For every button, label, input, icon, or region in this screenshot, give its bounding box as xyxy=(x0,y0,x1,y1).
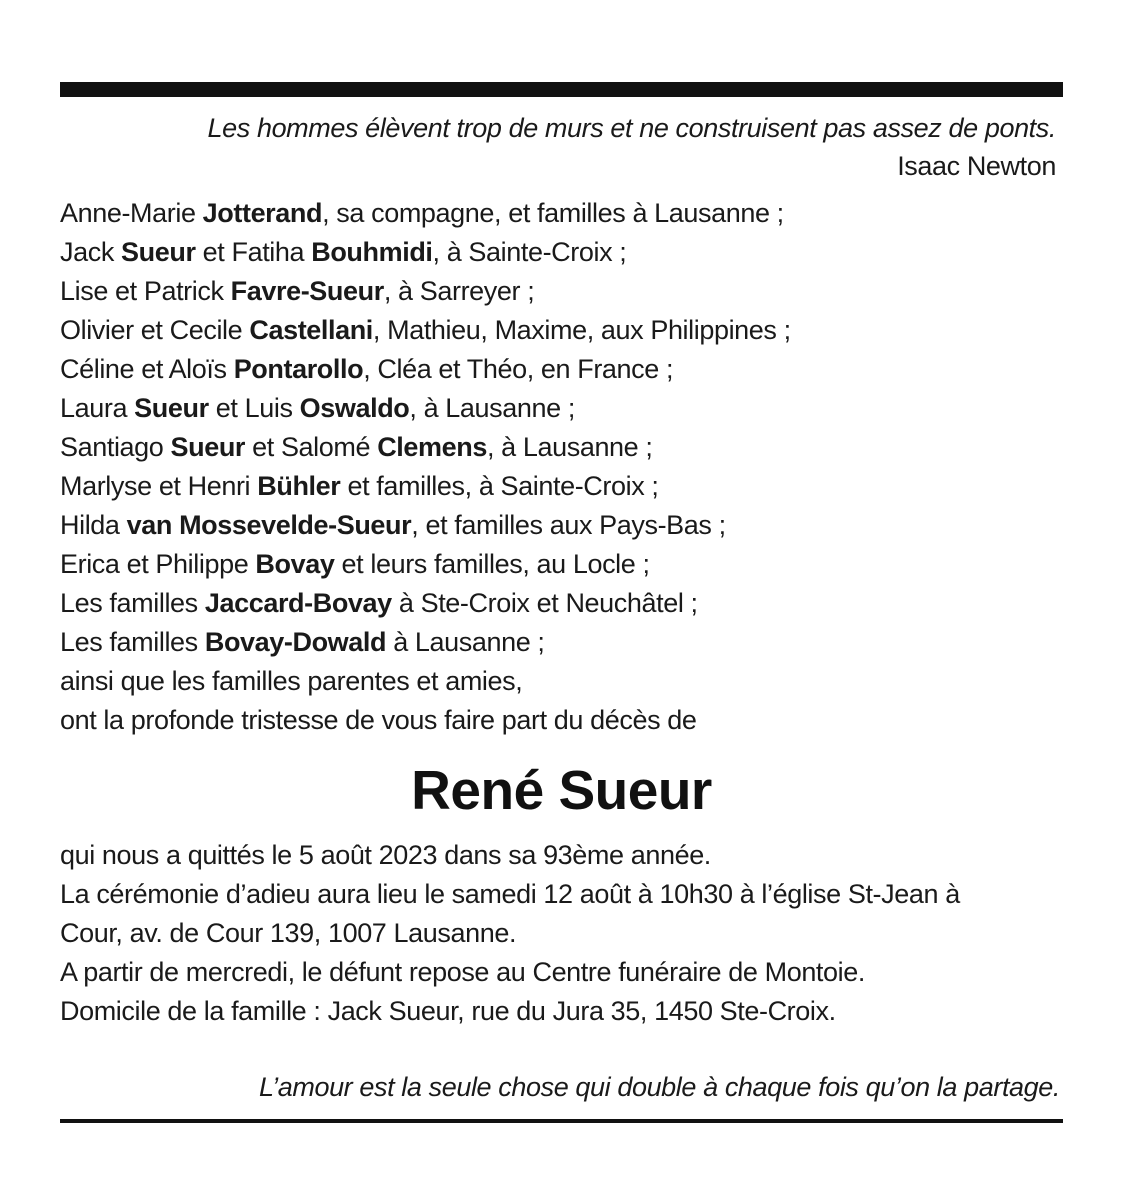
family-name: Bovay xyxy=(255,549,335,579)
announcer-text: ont la profonde tristesse de vous faire part du décès de xyxy=(60,705,697,735)
announcer-line xyxy=(60,467,1063,506)
announcer-text: Hilda xyxy=(60,510,127,540)
family-name: Sueur xyxy=(121,237,196,267)
announcer-text: , et familles aux Pays-Bas ; xyxy=(411,510,726,540)
family-name: Bühler xyxy=(257,471,341,501)
announcer-text: et Luis xyxy=(208,393,300,423)
announcer-text: ainsi que les familles parentes et amies, xyxy=(60,666,523,696)
announcer-line xyxy=(60,311,1063,350)
family-name: Oswaldo xyxy=(299,393,410,423)
announcer-line xyxy=(60,545,1063,584)
family-name: Castellani xyxy=(249,315,373,345)
announcer-text: Anne-Marie xyxy=(60,198,203,228)
announcer-line xyxy=(60,623,1063,662)
announcer-text: à Lausanne ; xyxy=(386,627,545,657)
announcer-line xyxy=(60,662,1063,701)
announcer-text: , Mathieu, Maxime, aux Philippines ; xyxy=(372,315,791,345)
announcer-line xyxy=(60,506,1063,545)
obituary-notice xyxy=(60,0,1063,1192)
announcer-text: et leurs familles, au Locle ; xyxy=(334,549,650,579)
announcer-text: et familles, à Sainte-Croix ; xyxy=(340,471,659,501)
announcer-text: Santiago xyxy=(60,432,171,462)
deceased-name: René Sueur xyxy=(411,759,712,821)
announcer-text: Jack xyxy=(60,237,122,267)
announcer-line xyxy=(60,350,1063,389)
announcer-line xyxy=(60,194,1063,233)
announcer-text: à Ste-Croix et Neuchâtel ; xyxy=(391,588,698,618)
announcer-text: et Fatiha xyxy=(195,237,312,267)
family-name: Sueur xyxy=(170,432,246,462)
announcer-text: , à Lausanne ; xyxy=(409,393,575,423)
announcer-text: Les familles xyxy=(60,627,205,657)
bottom-rule xyxy=(60,1119,1063,1123)
epigraph-author: Isaac Newton xyxy=(897,151,1056,181)
family-name: Jaccard-Bovay xyxy=(204,588,392,618)
family-name: van Mossevelde-Sueur xyxy=(126,510,412,540)
family-name: Jotterand xyxy=(202,198,323,228)
announcer-text: , à Sarreyer ; xyxy=(383,276,535,306)
closing-quote: L’amour est la seule chose qui double à chaque fois qu’on la partage. xyxy=(259,1072,1060,1102)
announcer-line xyxy=(60,272,1063,311)
announcer-text: , à Lausanne ; xyxy=(486,432,653,462)
announcer-text: Marlyse et Henri xyxy=(60,471,258,501)
family-name: Bovay-Dowald xyxy=(204,627,387,657)
announcer-text: Olivier et Cecile xyxy=(60,315,250,345)
announcer-text: Les familles xyxy=(60,588,205,618)
family-name: Favre-Sueur xyxy=(230,276,384,306)
announcer-text: et Salomé xyxy=(245,432,378,462)
announcer-line xyxy=(60,584,1063,623)
announcer-line xyxy=(60,389,1063,428)
detail-line: Cour, av. de Cour 139, 1007 Lausanne. xyxy=(60,918,517,948)
detail-line: La cérémonie d’adieu aura lieu le samedi 12 août à 10h30 à l’église St-Jean à xyxy=(60,879,960,909)
detail-line: A partir de mercredi, le défunt repose au Centre funéraire de Montoie. xyxy=(60,957,865,987)
top-rule xyxy=(60,82,1063,97)
family-name: Pontarollo xyxy=(233,354,364,384)
announcer-text: Laura xyxy=(60,393,135,423)
announcer-text: , à Sainte-Croix ; xyxy=(432,237,627,267)
announcer-text: Lise et Patrick xyxy=(60,276,231,306)
epigraph xyxy=(208,109,1056,185)
announcer-text: , sa compagne, et familles à Lausanne ; xyxy=(322,198,784,228)
family-name: Sueur xyxy=(134,393,209,423)
announcer-text: , Cléa et Théo, en France ; xyxy=(363,354,674,384)
detail-line: Domicile de la famille : Jack Sueur, rue du Jura 35, 1450 Ste-Croix. xyxy=(60,996,836,1026)
announcer-line xyxy=(60,701,1063,740)
family-name: Clemens xyxy=(377,432,487,462)
announcers-list xyxy=(60,194,1063,740)
announcer-text: Erica et Philippe xyxy=(60,549,256,579)
announcer-line xyxy=(60,428,1063,467)
epigraph-quote: Les hommes élèvent trop de murs et ne construisent pas assez de ponts. xyxy=(207,113,1056,143)
ceremony-details xyxy=(60,836,1063,1031)
detail-line: qui nous a quittés le 5 août 2023 dans sa 93ème année. xyxy=(60,840,711,870)
announcer-line xyxy=(60,233,1063,272)
family-name: Bouhmidi xyxy=(311,237,433,267)
announcer-text: Céline et Aloïs xyxy=(60,354,234,384)
